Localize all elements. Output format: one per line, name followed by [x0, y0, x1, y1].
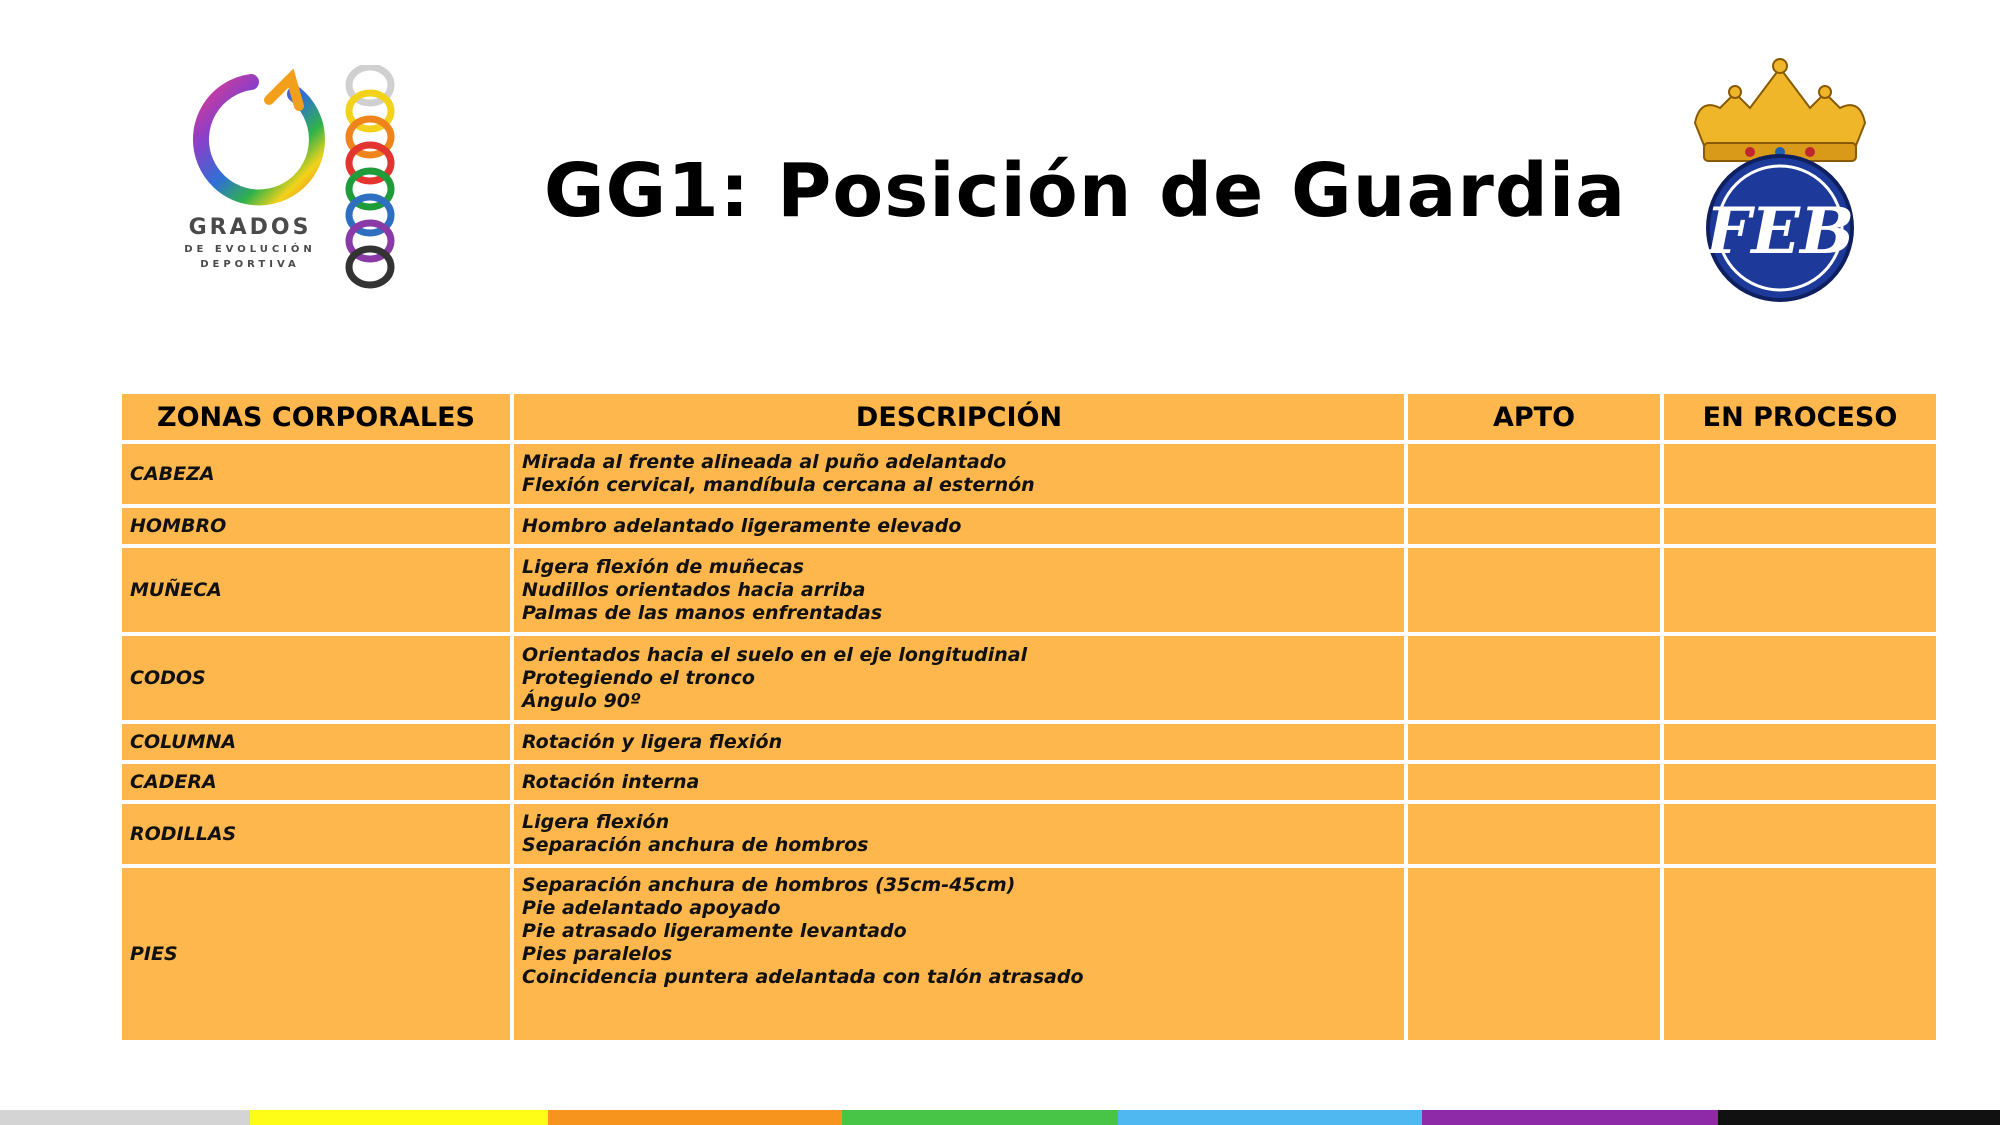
- en-proceso-cell[interactable]: [1664, 548, 1936, 632]
- chain-ring: [349, 249, 391, 285]
- description-line: Palmas de las manos enfrentadas: [522, 601, 883, 624]
- apto-cell[interactable]: [1408, 636, 1660, 720]
- description-line: Hombro adelantado ligeramente elevado: [522, 514, 962, 537]
- description-line: Coincidencia puntera adelantada con talón atrasado: [522, 966, 1084, 988]
- apto-cell[interactable]: [1408, 724, 1660, 760]
- table-row: [122, 724, 1936, 760]
- table-row: [122, 444, 1936, 504]
- bottom-bar-segment: [548, 1110, 842, 1125]
- svg-text:FEB: FEB: [1705, 194, 1855, 269]
- description-line: Ángulo 90º: [522, 689, 641, 712]
- description-line: Orientados hacia el suelo en el eje longitudinal: [522, 643, 1028, 666]
- description-line: Separación anchura de hombros: [522, 834, 869, 856]
- zone-cell: MUÑECA: [122, 548, 510, 632]
- description-cell: [514, 444, 1404, 504]
- header-en-proceso: EN PROCESO: [1664, 394, 1936, 440]
- header-zonas: ZONAS CORPORALES: [122, 394, 510, 440]
- description-line: Separación anchura de hombros (35cm-45cm): [522, 874, 1016, 896]
- description-cell: [514, 764, 1404, 800]
- description-cell: [514, 804, 1404, 864]
- apto-cell[interactable]: [1408, 548, 1660, 632]
- header-apto: APTO: [1408, 394, 1660, 440]
- bottom-bar-segment: [250, 1110, 548, 1125]
- en-proceso-cell[interactable]: [1664, 508, 1936, 544]
- en-proceso-cell[interactable]: [1664, 444, 1936, 504]
- en-proceso-cell[interactable]: [1664, 868, 1936, 1040]
- description-cell: [514, 636, 1404, 720]
- evaluation-table: [118, 390, 1940, 1044]
- crown-icon: [1680, 48, 1880, 303]
- table-row: [122, 508, 1936, 544]
- table-row: [122, 636, 1936, 720]
- apto-cell[interactable]: [1408, 444, 1660, 504]
- en-proceso-cell[interactable]: [1664, 724, 1936, 760]
- zone-cell: COLUMNA: [122, 724, 510, 760]
- feb-logo: [1680, 48, 1880, 303]
- bottom-bar-segment: [1718, 1110, 2000, 1125]
- grados-word: GRADOS: [188, 215, 312, 240]
- zone-cell: CODOS: [122, 636, 510, 720]
- bottom-color-bar: [0, 1110, 2000, 1125]
- apto-cell[interactable]: [1408, 868, 1660, 1040]
- en-proceso-cell[interactable]: [1664, 636, 1936, 720]
- table-row: [122, 868, 1936, 1040]
- description-line: Flexión cervical, mandíbula cercana al esternón: [522, 474, 1035, 496]
- table-row: [122, 764, 1936, 800]
- en-proceso-cell[interactable]: [1664, 764, 1936, 800]
- bottom-bar-segment: [842, 1110, 1118, 1125]
- bottom-bar-segment: [1118, 1110, 1422, 1125]
- grados-line2: DEPORTIVA: [200, 259, 300, 270]
- description-line: Rotación interna: [522, 770, 700, 793]
- grados-line1: DE EVOLUCIÓN: [184, 244, 316, 255]
- zone-cell: HOMBRO: [122, 508, 510, 544]
- bottom-bar-segment: [0, 1110, 250, 1125]
- apto-cell[interactable]: [1408, 764, 1660, 800]
- table-row: [122, 804, 1936, 864]
- header-descripcion: DESCRIPCIÓN: [514, 394, 1404, 440]
- en-proceso-cell[interactable]: [1664, 804, 1936, 864]
- description-line: Mirada al frente alineada al puño adelantado: [522, 451, 1007, 473]
- description-line: Pie atrasado ligeramente levantado: [522, 920, 907, 942]
- page-title: GG1: Posición de Guardia: [543, 148, 1627, 234]
- description-line: Protegiendo el tronco: [522, 666, 755, 689]
- bottom-bar-segment: [1422, 1110, 1718, 1125]
- description-cell: [514, 548, 1404, 632]
- description-line: Ligera flexión de muñecas: [522, 555, 804, 578]
- zone-cell: CADERA: [122, 764, 510, 800]
- apto-cell[interactable]: [1408, 804, 1660, 864]
- zone-cell: PIES: [122, 868, 510, 1040]
- description-line: Ligera flexión: [522, 811, 670, 833]
- table-row: [122, 548, 1936, 632]
- description-cell: [514, 868, 1404, 1040]
- description-line: Pies paralelos: [522, 943, 673, 965]
- description-line: Pie adelantado apoyado: [522, 897, 781, 919]
- zone-cell: RODILLAS: [122, 804, 510, 864]
- description-line: Nudillos orientados hacia arriba: [522, 578, 866, 601]
- table-header-row: [122, 394, 1936, 440]
- description-cell: [514, 508, 1404, 544]
- zone-cell: CABEZA: [122, 444, 510, 504]
- description-cell: [514, 724, 1404, 760]
- evaluation-table-wrap: [122, 390, 1932, 1044]
- apto-cell[interactable]: [1408, 508, 1660, 544]
- description-line: Rotación y ligera flexión: [522, 730, 783, 753]
